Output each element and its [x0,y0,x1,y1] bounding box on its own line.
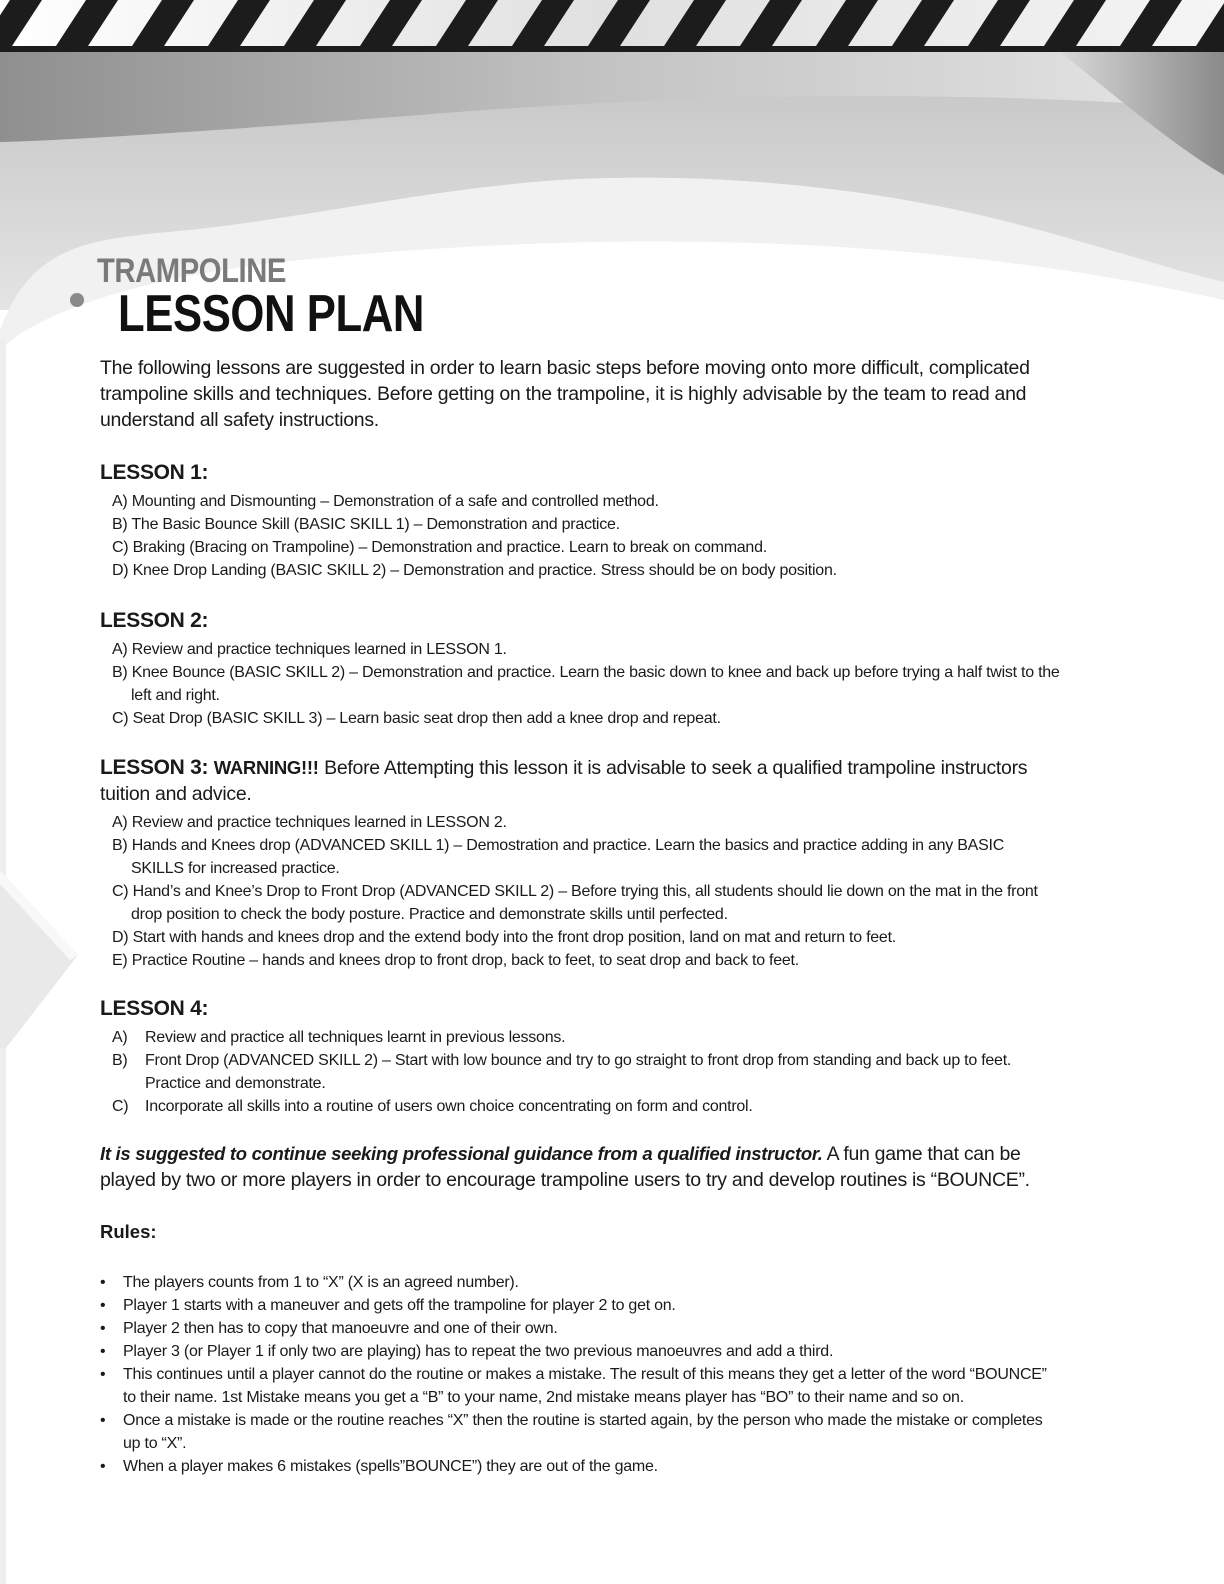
bullet: • [100,1458,106,1475]
closing-text: A fun game that can be played by two or more players in order to encourage trampoline users to try and develop routines is “BOUNCE”. [100,1143,1030,1191]
rule-text: Player 3 (or Player 1 if only two are playing) has to repeat the two previous manoeuvres and add a third. [123,1343,834,1360]
closing-paragraph [100,1141,1070,1193]
bullet: • [100,1320,106,1337]
rule-text: This continues until a player cannot do the routine or makes a mistake. The result of this means they get a letter of the word “BOUNCE” to their name. 1st Mistake means you get a “B” to your name, 2nd mistake means player has “BO” to their name and so on. [123,1366,1047,1406]
lesson-3-title [100,755,1060,807]
list-item [100,1455,1060,1478]
intro-paragraph: The following lessons are suggested in order to learn basic steps before moving onto more difficult, complicated trampoline skills and techniques. Before getting on the trampoline, it is highly advisable by the team to read and understand all safety instructions. [100,357,1030,431]
list-item [100,1317,1060,1340]
item-marker: B) [112,1052,128,1069]
page-subtitle: TRAMPOLINE [97,252,287,290]
list-item: B) The Basic Bounce Skill (BASIC SKILL 1) – Demonstration and practice. [112,516,620,533]
warning-text: Before Attempting this lesson it is advisable to seek a qualified trampoline instructors tuition and advice. [100,757,1028,805]
bullet: • [100,1343,106,1360]
list-item [100,1271,1060,1294]
lesson-4-title: LESSON 4: [100,997,209,1020]
item-text: Incorporate all skills into a routine of users own choice concentrating on form and control. [145,1098,753,1115]
list-item [112,1049,1060,1095]
list-item [100,1409,1060,1455]
list-item: B) Hands and Knees drop (ADVANCED SKILL 1) – Demostration and practice. Learn the basics and practice adding in any BASIC SKILLS for increased practice. [112,837,1005,877]
list-item: A) Mounting and Dismounting – Demonstration of a safe and controlled method. [112,493,659,510]
title-bullet-dot [70,293,84,307]
list-item [112,1026,1060,1049]
item-text: Review and practice all techniques learnt in previous lessons. [145,1029,566,1046]
rule-text: When a player makes 6 mistakes (spells”BOUNCE”) they are out of the game. [123,1458,658,1475]
lesson-3 [100,755,1060,972]
list-item [112,1095,1060,1118]
list-item [100,1340,1060,1363]
bullet: • [100,1274,106,1291]
list-item [100,1363,1060,1409]
rules-heading: Rules: [100,1221,157,1242]
rule-text: Player 1 starts with a maneuver and gets off the trampoline for player 2 to get on. [123,1297,676,1314]
list-item: E) Practice Routine – hands and knees drop to front drop, back to feet, to seat drop and back to feet. [112,952,799,969]
lesson-1 [100,460,1060,582]
rules-list [100,1271,1060,1478]
bullet: • [100,1366,106,1383]
lesson-2-title: LESSON 2: [100,609,209,632]
item-marker: C) [112,1098,129,1115]
list-item: C) Hand’s and Knee’s Drop to Front Drop (ADVANCED SKILL 2) – Before trying this, all students should lie down on the mat in the front drop position to check the body posture. Practice and demonstrate skills until perfected. [112,883,1038,923]
list-item: A) Review and practice techniques learned in LESSON 2. [112,814,507,831]
bullet: • [100,1297,106,1314]
rule-text: The players counts from 1 to “X” (X is an agreed number). [123,1274,519,1291]
lesson-3-items [100,811,1060,972]
list-item [100,1294,1060,1317]
lesson-4-items [100,1026,1060,1118]
list-item: C) Seat Drop (BASIC SKILL 3) – Learn basic seat drop then add a knee drop and repeat. [112,710,721,727]
lesson-2 [100,608,1060,730]
item-text: Front Drop (ADVANCED SKILL 2) – Start with low bounce and try to go straight to front drop from standing and back up to feet. Practice and demonstrate. [145,1052,1012,1092]
list-item: A) Review and practice techniques learned in LESSON 1. [112,641,507,658]
lesson-2-items [100,638,1060,730]
warning-label: WARNING!!! [213,757,319,778]
lesson-3-label: LESSON 3: [100,756,209,779]
list-item: D) Knee Drop Landing (BASIC SKILL 2) – Demonstration and practice. Stress should be on body position. [112,562,837,579]
page-title: LESSON PLAN [118,285,425,343]
lesson-1-title: LESSON 1: [100,461,209,484]
bullet: • [100,1412,106,1429]
item-marker: A) [112,1029,128,1046]
closing-emphasis: It is suggested to continue seeking professional guidance from a qualified instructor. [100,1143,823,1164]
rule-text: Player 2 then has to copy that manoeuvre and one of their own. [123,1320,558,1337]
rule-text: Once a mistake is made or the routine reaches “X” then the routine is started again, by the person who made the mistake or completes up to “X”. [123,1412,1043,1452]
lesson-1-items [100,490,1060,582]
lesson-4 [100,996,1060,1118]
list-item: B) Knee Bounce (BASIC SKILL 2) – Demonstration and practice. Learn the basic down to knee and back up before trying a half twist to the left and right. [112,664,1060,704]
list-item: C) Braking (Bracing on Trampoline) – Demonstration and practice. Learn to break on command. [112,539,767,556]
list-item: D) Start with hands and knees drop and the extend body into the front drop position, land on mat and return to feet. [112,929,896,946]
